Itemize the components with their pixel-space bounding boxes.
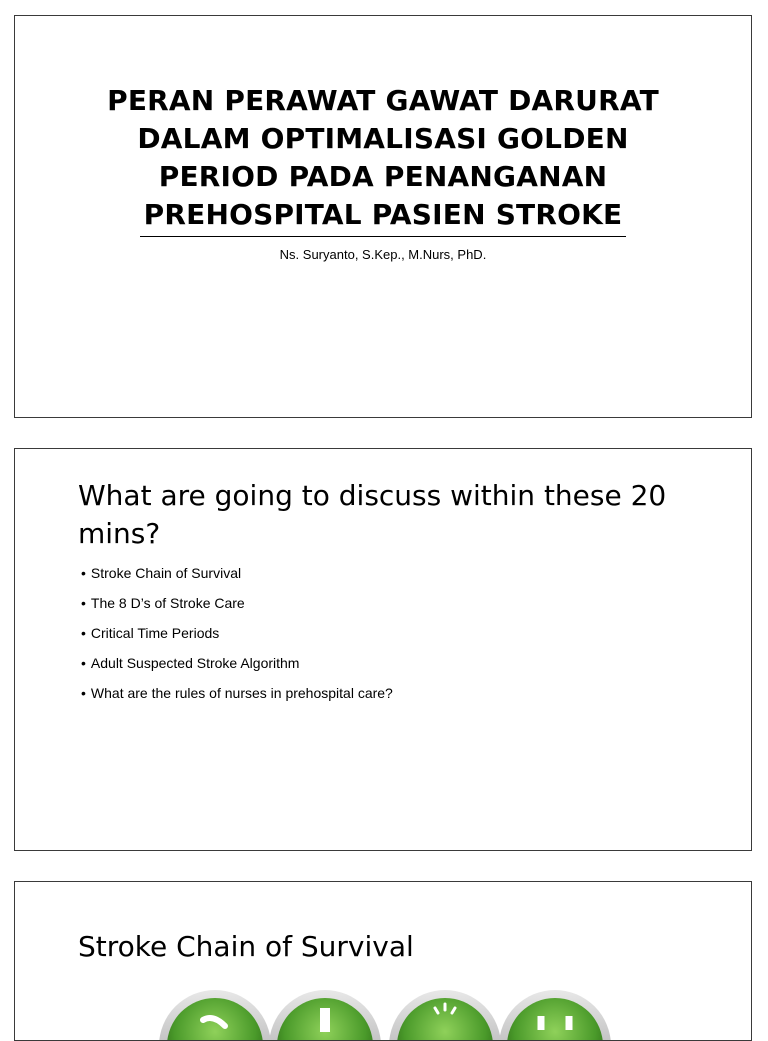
- title-line-4: PREHOSPITAL PASIEN STROKE: [140, 196, 627, 237]
- list-item: • The 8 D’s of Stroke Care: [81, 595, 245, 611]
- title-line-1: PERAN PERAWAT GAWAT DARURAT: [107, 84, 659, 117]
- presentation-title: [55, 82, 711, 237]
- title-slide: [14, 15, 752, 418]
- chain-link-2: [269, 990, 381, 1041]
- list-item: • Stroke Chain of Survival: [81, 565, 242, 581]
- bullet-icon: •: [81, 685, 86, 701]
- bullet-icon: •: [81, 565, 86, 581]
- list-item: • Adult Suspected Stroke Algorithm: [81, 655, 300, 671]
- chain-link-3: [389, 990, 501, 1041]
- chain-of-survival-graphic: [155, 986, 625, 1041]
- title-block: [15, 82, 751, 262]
- cross-icon: [320, 1008, 330, 1032]
- author-name: Ns. Suryanto, S.Kep., M.Nurs, PhD.: [279, 247, 487, 262]
- list-item: • What are the rules of nurses in prehospital care?: [81, 685, 393, 701]
- title-line-3: PERIOD PADA PENANGANAN: [158, 160, 608, 193]
- bullet-icon: •: [81, 655, 86, 671]
- chain-slide: [14, 881, 752, 1041]
- chain-link-1: [159, 990, 271, 1041]
- agenda-slide: [14, 448, 752, 851]
- list-item: • Critical Time Periods: [81, 625, 220, 641]
- agenda-list: [81, 565, 393, 715]
- agenda-title: What are going to discuss within these 20 mins?: [78, 479, 667, 550]
- bullet-icon: •: [81, 625, 86, 641]
- title-line-2: DALAM OPTIMALISASI GOLDEN: [137, 122, 629, 155]
- chain-link-4: [499, 990, 611, 1041]
- bullet-icon: •: [81, 595, 86, 611]
- chain-title: Stroke Chain of Survival: [78, 930, 414, 963]
